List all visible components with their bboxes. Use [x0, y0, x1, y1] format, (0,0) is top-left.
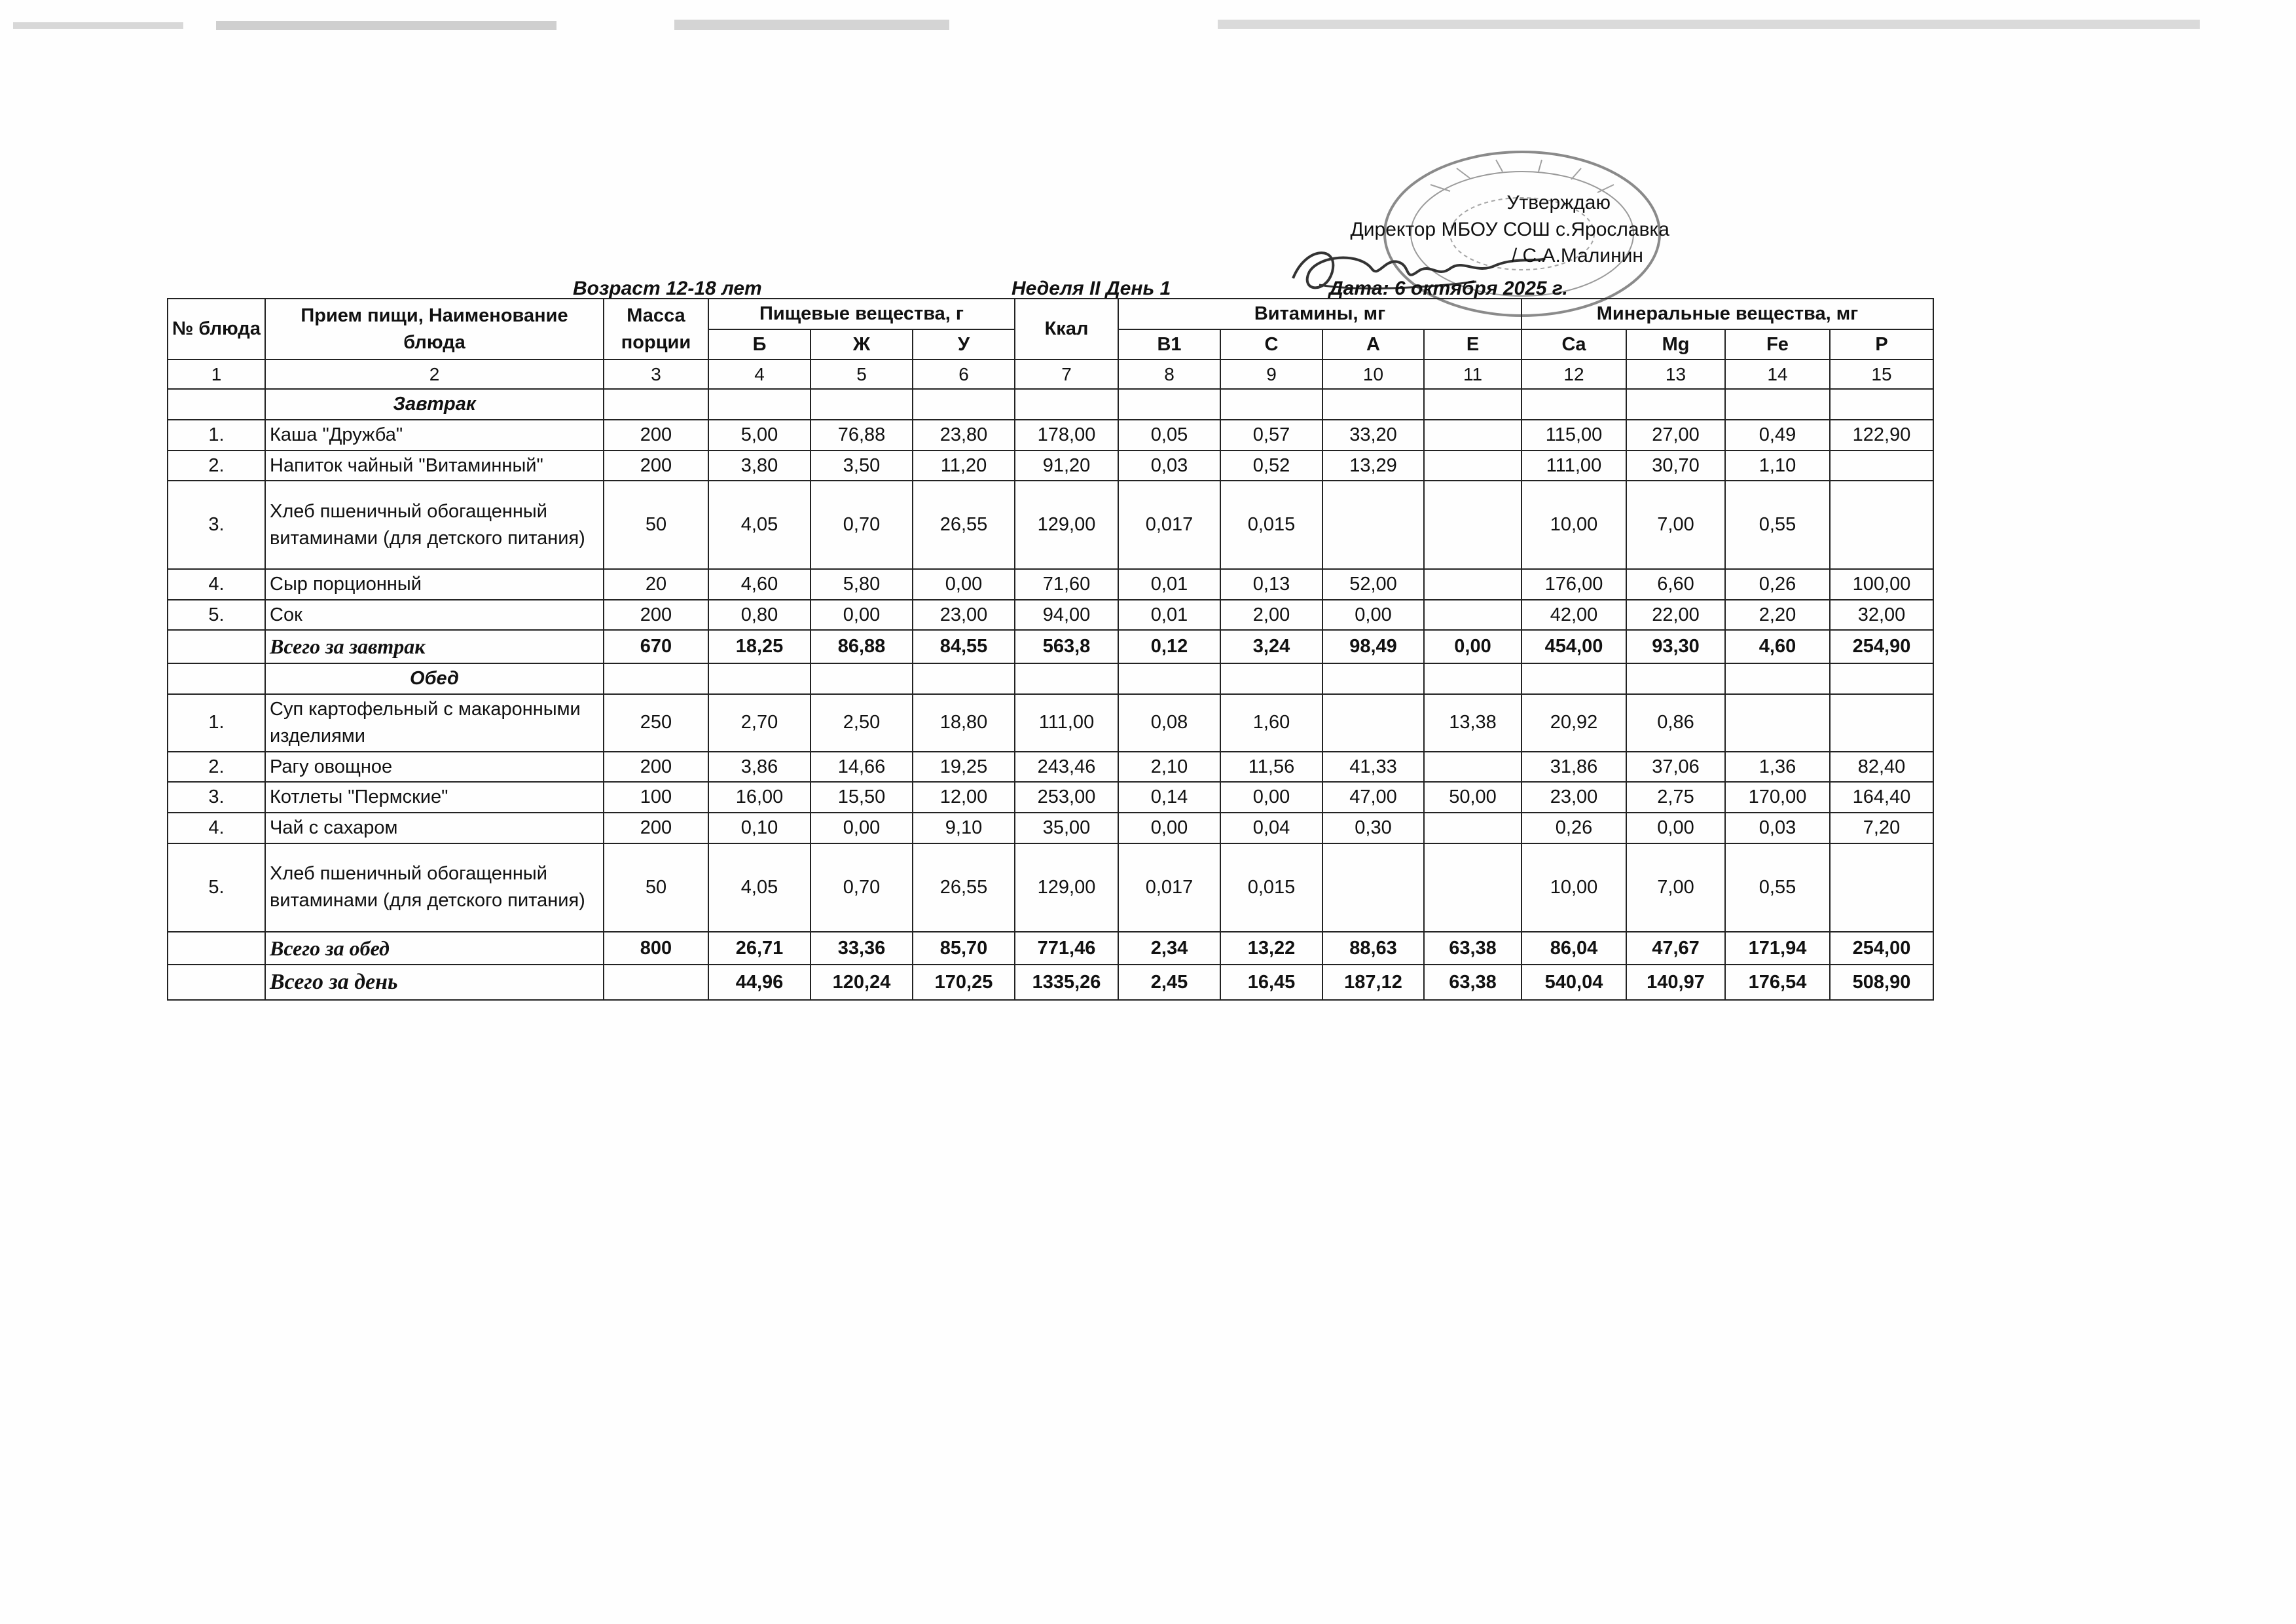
value-cell: 0,49: [1725, 420, 1830, 451]
value-cell: 4.: [168, 569, 265, 600]
value-cell: 200: [604, 813, 708, 843]
col-carbs: У: [913, 329, 1015, 360]
value-cell: 20: [604, 569, 708, 600]
dish-name-cell: Каша "Дружба": [265, 420, 604, 451]
section-title: Обед: [265, 663, 604, 694]
value-cell: 250: [604, 694, 708, 752]
empty-cell: [913, 663, 1015, 694]
value-cell: 44,96: [708, 965, 811, 1000]
value-cell: 2,75: [1626, 782, 1725, 813]
value-cell: 50,00: [1424, 782, 1522, 813]
value-cell: 100: [604, 782, 708, 813]
value-cell: 2,10: [1118, 752, 1220, 783]
col-protein: Б: [708, 329, 811, 360]
empty-cell: [811, 389, 913, 420]
value-cell: 1335,26: [1015, 965, 1118, 1000]
value-cell: [1830, 843, 1933, 932]
value-cell: 91,20: [1015, 451, 1118, 481]
empty-cell: [1118, 663, 1220, 694]
approval-title: Утверждаю: [1506, 192, 1611, 213]
value-cell: 187,12: [1322, 965, 1424, 1000]
value-cell: 0,03: [1725, 813, 1830, 843]
col-fat: Ж: [811, 329, 913, 360]
value-cell: 0,57: [1220, 420, 1322, 451]
empty-cell: [1322, 663, 1424, 694]
dish-name-cell: Чай с сахаром: [265, 813, 604, 843]
value-cell: 0,00: [1626, 813, 1725, 843]
value-cell: 0,80: [708, 600, 811, 631]
value-cell: 176,00: [1522, 569, 1626, 600]
value-cell: [1424, 451, 1522, 481]
approval-date: Дата: 6 октября 2025 г.: [1329, 278, 1568, 299]
dish-row: [168, 782, 1933, 813]
value-cell: 1,36: [1725, 752, 1830, 783]
empty-cell: [1626, 389, 1725, 420]
column-number-row: [168, 360, 1933, 389]
value-cell: 2,45: [1118, 965, 1220, 1000]
value-cell: 14: [1725, 360, 1830, 389]
value-cell: 42,00: [1522, 600, 1626, 631]
col-vit-e: Е: [1424, 329, 1522, 360]
value-cell: 0,00: [1322, 600, 1424, 631]
empty-cell: [1118, 389, 1220, 420]
empty-cell: [168, 663, 265, 694]
value-cell: 10: [1322, 360, 1424, 389]
empty-cell: [168, 389, 265, 420]
value-cell: 0,86: [1626, 694, 1725, 752]
value-cell: 0,55: [1725, 843, 1830, 932]
value-cell: 800: [604, 932, 708, 965]
approval-signer: / С.А.Малинин: [1511, 245, 1643, 267]
empty-cell: [811, 663, 913, 694]
value-cell: 2,20: [1725, 600, 1830, 631]
value-cell: 0,52: [1220, 451, 1322, 481]
value-cell: 23,00: [1522, 782, 1626, 813]
approval-block: [1303, 190, 1669, 270]
dish-name-cell: Хлеб пшеничный обогащенный витаминами (для детского питания): [265, 843, 604, 932]
empty-cell: [1424, 663, 1522, 694]
value-cell: 0,015: [1220, 843, 1322, 932]
value-cell: 176,54: [1725, 965, 1830, 1000]
value-cell: [1424, 752, 1522, 783]
value-cell: 88,63: [1322, 932, 1424, 965]
value-cell: 1,60: [1220, 694, 1322, 752]
value-cell: 7: [1015, 360, 1118, 389]
value-cell: 170,00: [1725, 782, 1830, 813]
value-cell: 22,00: [1626, 600, 1725, 631]
value-cell: 52,00: [1322, 569, 1424, 600]
dish-name-cell: Суп картофельный с макаронными изделиями: [265, 694, 604, 752]
value-cell: 82,40: [1830, 752, 1933, 783]
lunch-total-row: [168, 932, 1933, 965]
value-cell: 178,00: [1015, 420, 1118, 451]
value-cell: 0,13: [1220, 569, 1322, 600]
value-cell: 1.: [168, 420, 265, 451]
value-cell: 0,00: [1220, 782, 1322, 813]
col-vit-a: А: [1322, 329, 1424, 360]
value-cell: 0,00: [1118, 813, 1220, 843]
value-cell: 200: [604, 420, 708, 451]
value-cell: 2,70: [708, 694, 811, 752]
value-cell: 670: [604, 630, 708, 663]
value-cell: 0,01: [1118, 600, 1220, 631]
value-cell: [1322, 481, 1424, 569]
value-cell: 0,26: [1725, 569, 1830, 600]
col-minerals: Минеральные вещества, мг: [1522, 299, 1933, 329]
dish-row: [168, 451, 1933, 481]
value-cell: 0,00: [811, 813, 913, 843]
value-cell: 3,80: [708, 451, 811, 481]
value-cell: 0,00: [811, 600, 913, 631]
value-cell: 2,00: [1220, 600, 1322, 631]
empty-cell: [708, 389, 811, 420]
value-cell: 454,00: [1522, 630, 1626, 663]
value-cell: 32,00: [1830, 600, 1933, 631]
section-lunch: [168, 663, 1933, 694]
total-label: Всего за день: [265, 965, 604, 1000]
value-cell: 84,55: [913, 630, 1015, 663]
value-cell: 115,00: [1522, 420, 1626, 451]
value-cell: 41,33: [1322, 752, 1424, 783]
value-cell: 254,90: [1830, 630, 1933, 663]
value-cell: 0,30: [1322, 813, 1424, 843]
empty-cell: [604, 389, 708, 420]
empty-cell: [913, 389, 1015, 420]
value-cell: 0,01: [1118, 569, 1220, 600]
empty-cell: [708, 663, 811, 694]
value-cell: 15: [1830, 360, 1933, 389]
value-cell: 2,50: [811, 694, 913, 752]
empty-cell: [1626, 663, 1725, 694]
value-cell: 1.: [168, 694, 265, 752]
col-dish-no: № блюда: [168, 299, 265, 360]
dish-row: [168, 481, 1933, 569]
value-cell: [1830, 694, 1933, 752]
value-cell: 3.: [168, 782, 265, 813]
empty-cell: [1725, 663, 1830, 694]
value-cell: 129,00: [1015, 843, 1118, 932]
empty-cell: [1522, 389, 1626, 420]
dish-row: [168, 843, 1933, 932]
value-cell: 33,36: [811, 932, 913, 965]
col-mass: Масса порции: [604, 299, 708, 360]
col-vit-b1: В1: [1118, 329, 1220, 360]
value-cell: [604, 965, 708, 1000]
col-p: P: [1830, 329, 1933, 360]
header-row-1: [168, 299, 1933, 329]
value-cell: 0,08: [1118, 694, 1220, 752]
dish-name-cell: Рагу овощное: [265, 752, 604, 783]
value-cell: 13,38: [1424, 694, 1522, 752]
value-cell: 4: [708, 360, 811, 389]
col-nutrients: Пищевые вещества, г: [708, 299, 1015, 329]
value-cell: [1830, 481, 1933, 569]
value-cell: 6: [913, 360, 1015, 389]
empty-cell: [1322, 389, 1424, 420]
dish-row: [168, 813, 1933, 843]
value-cell: 19,25: [913, 752, 1015, 783]
value-cell: 11: [1424, 360, 1522, 389]
total-label: Всего за обед: [265, 932, 604, 965]
value-cell: 140,97: [1626, 965, 1725, 1000]
value-cell: 12,00: [913, 782, 1015, 813]
section-breakfast: [168, 389, 1933, 420]
value-cell: 5.: [168, 600, 265, 631]
value-cell: 15,50: [811, 782, 913, 813]
value-cell: [1830, 451, 1933, 481]
value-cell: 0,017: [1118, 843, 1220, 932]
empty-cell: [1830, 663, 1933, 694]
value-cell: 0,04: [1220, 813, 1322, 843]
value-cell: 23,00: [913, 600, 1015, 631]
dish-name-cell: Сыр порционный: [265, 569, 604, 600]
value-cell: 3,86: [708, 752, 811, 783]
value-cell: 85,70: [913, 932, 1015, 965]
value-cell: 4,60: [708, 569, 811, 600]
value-cell: 0,03: [1118, 451, 1220, 481]
value-cell: 0,14: [1118, 782, 1220, 813]
value-cell: 243,46: [1015, 752, 1118, 783]
value-cell: 8: [1118, 360, 1220, 389]
dish-row: [168, 420, 1933, 451]
value-cell: 7,20: [1830, 813, 1933, 843]
value-cell: 5.: [168, 843, 265, 932]
value-cell: 63,38: [1424, 932, 1522, 965]
value-cell: 0,05: [1118, 420, 1220, 451]
value-cell: 6,60: [1626, 569, 1725, 600]
value-cell: [1322, 694, 1424, 752]
value-cell: 0,70: [811, 843, 913, 932]
section-title: Завтрак: [265, 389, 604, 420]
value-cell: 3: [604, 360, 708, 389]
value-cell: 9: [1220, 360, 1322, 389]
value-cell: 2.: [168, 752, 265, 783]
value-cell: 0,00: [1424, 630, 1522, 663]
value-cell: 76,88: [811, 420, 913, 451]
value-cell: 47,00: [1322, 782, 1424, 813]
value-cell: 26,55: [913, 481, 1015, 569]
value-cell: 10,00: [1522, 843, 1626, 932]
dish-name-cell: Хлеб пшеничный обогащенный витаминами (для детского питания): [265, 481, 604, 569]
dish-row: [168, 752, 1933, 783]
empty-cell: [1015, 389, 1118, 420]
value-cell: 10,00: [1522, 481, 1626, 569]
value-cell: 86,88: [811, 630, 913, 663]
menu-table: [167, 298, 1934, 1001]
value-cell: 122,90: [1830, 420, 1933, 451]
value-cell: [168, 630, 265, 663]
value-cell: 0,017: [1118, 481, 1220, 569]
value-cell: 2,34: [1118, 932, 1220, 965]
value-cell: 253,00: [1015, 782, 1118, 813]
value-cell: 111,00: [1015, 694, 1118, 752]
value-cell: 200: [604, 752, 708, 783]
value-cell: 98,49: [1322, 630, 1424, 663]
value-cell: 30,70: [1626, 451, 1725, 481]
value-cell: [1424, 843, 1522, 932]
value-cell: 5: [811, 360, 913, 389]
value-cell: 1,10: [1725, 451, 1830, 481]
dish-row: [168, 569, 1933, 600]
empty-cell: [1015, 663, 1118, 694]
value-cell: 0,015: [1220, 481, 1322, 569]
value-cell: 71,60: [1015, 569, 1118, 600]
value-cell: 26,55: [913, 843, 1015, 932]
value-cell: 0,70: [811, 481, 913, 569]
value-cell: 5,80: [811, 569, 913, 600]
value-cell: 7,00: [1626, 481, 1725, 569]
value-cell: 111,00: [1522, 451, 1626, 481]
value-cell: [1424, 481, 1522, 569]
empty-cell: [604, 663, 708, 694]
value-cell: 771,46: [1015, 932, 1118, 965]
value-cell: 23,80: [913, 420, 1015, 451]
column-number-cell: 2: [265, 360, 604, 389]
value-cell: 0,12: [1118, 630, 1220, 663]
value-cell: 31,86: [1522, 752, 1626, 783]
value-cell: 11,56: [1220, 752, 1322, 783]
dish-name-cell: Напиток чайный "Витаминный": [265, 451, 604, 481]
dish-row: [168, 694, 1933, 752]
value-cell: [168, 965, 265, 1000]
value-cell: 33,20: [1322, 420, 1424, 451]
col-meal-name: Прием пищи, Наименование блюда: [265, 299, 604, 360]
empty-cell: [1522, 663, 1626, 694]
value-cell: 14,66: [811, 752, 913, 783]
value-cell: 26,71: [708, 932, 811, 965]
value-cell: 200: [604, 451, 708, 481]
value-cell: 164,40: [1830, 782, 1933, 813]
value-cell: [1725, 694, 1830, 752]
value-cell: 0,26: [1522, 813, 1626, 843]
empty-cell: [1220, 663, 1322, 694]
empty-cell: [1725, 389, 1830, 420]
value-cell: 4.: [168, 813, 265, 843]
col-vitamins: Витамины, мг: [1118, 299, 1522, 329]
day-total-row: [168, 965, 1933, 1000]
value-cell: 94,00: [1015, 600, 1118, 631]
value-cell: 7,00: [1626, 843, 1725, 932]
col-ca: Ca: [1522, 329, 1626, 360]
value-cell: 35,00: [1015, 813, 1118, 843]
approval-position: Директор МБОУ СОШ с.Ярославка: [1350, 218, 1669, 240]
value-cell: 12: [1522, 360, 1626, 389]
value-cell: 508,90: [1830, 965, 1933, 1000]
value-cell: 170,25: [913, 965, 1015, 1000]
value-cell: 86,04: [1522, 932, 1626, 965]
dish-name-cell: Котлеты "Пермские": [265, 782, 604, 813]
value-cell: 4,05: [708, 481, 811, 569]
value-cell: 254,00: [1830, 932, 1933, 965]
value-cell: 4,05: [708, 843, 811, 932]
scan-noise-strip: [0, 13, 2296, 39]
value-cell: 18,25: [708, 630, 811, 663]
value-cell: 129,00: [1015, 481, 1118, 569]
value-cell: 100,00: [1830, 569, 1933, 600]
value-cell: 13,29: [1322, 451, 1424, 481]
value-cell: 50: [604, 481, 708, 569]
value-cell: 16,00: [708, 782, 811, 813]
value-cell: 93,30: [1626, 630, 1725, 663]
value-cell: [168, 932, 265, 965]
value-cell: 13,22: [1220, 932, 1322, 965]
value-cell: 37,06: [1626, 752, 1725, 783]
value-cell: 3,50: [811, 451, 913, 481]
age-label: Возраст 12-18 лет: [573, 278, 762, 299]
value-cell: 50: [604, 843, 708, 932]
value-cell: 3.: [168, 481, 265, 569]
col-mg: Mg: [1626, 329, 1725, 360]
dish-name-cell: Сок: [265, 600, 604, 631]
value-cell: 47,67: [1626, 932, 1725, 965]
value-cell: [1322, 843, 1424, 932]
value-cell: 171,94: [1725, 932, 1830, 965]
value-cell: [1424, 420, 1522, 451]
empty-cell: [1830, 389, 1933, 420]
value-cell: 2.: [168, 451, 265, 481]
value-cell: 563,8: [1015, 630, 1118, 663]
value-cell: 1: [168, 360, 265, 389]
value-cell: 3,24: [1220, 630, 1322, 663]
col-vit-c: С: [1220, 329, 1322, 360]
value-cell: 16,45: [1220, 965, 1322, 1000]
value-cell: [1424, 600, 1522, 631]
col-kcal: Ккал: [1015, 299, 1118, 360]
value-cell: 0,55: [1725, 481, 1830, 569]
breakfast-total-row: [168, 630, 1933, 663]
total-label: Всего за завтрак: [265, 630, 604, 663]
value-cell: 4,60: [1725, 630, 1830, 663]
value-cell: 9,10: [913, 813, 1015, 843]
value-cell: 18,80: [913, 694, 1015, 752]
value-cell: 0,10: [708, 813, 811, 843]
value-cell: 540,04: [1522, 965, 1626, 1000]
value-cell: 200: [604, 600, 708, 631]
empty-cell: [1424, 389, 1522, 420]
value-cell: 5,00: [708, 420, 811, 451]
value-cell: [1424, 569, 1522, 600]
value-cell: 11,20: [913, 451, 1015, 481]
empty-cell: [1220, 389, 1322, 420]
col-fe: Fe: [1725, 329, 1830, 360]
value-cell: 0,00: [913, 569, 1015, 600]
value-cell: 20,92: [1522, 694, 1626, 752]
value-cell: 120,24: [811, 965, 913, 1000]
dish-row: [168, 600, 1933, 631]
value-cell: 13: [1626, 360, 1725, 389]
value-cell: 27,00: [1626, 420, 1725, 451]
week-day-label: Неделя II День 1: [1011, 278, 1171, 299]
value-cell: [1424, 813, 1522, 843]
value-cell: 63,38: [1424, 965, 1522, 1000]
